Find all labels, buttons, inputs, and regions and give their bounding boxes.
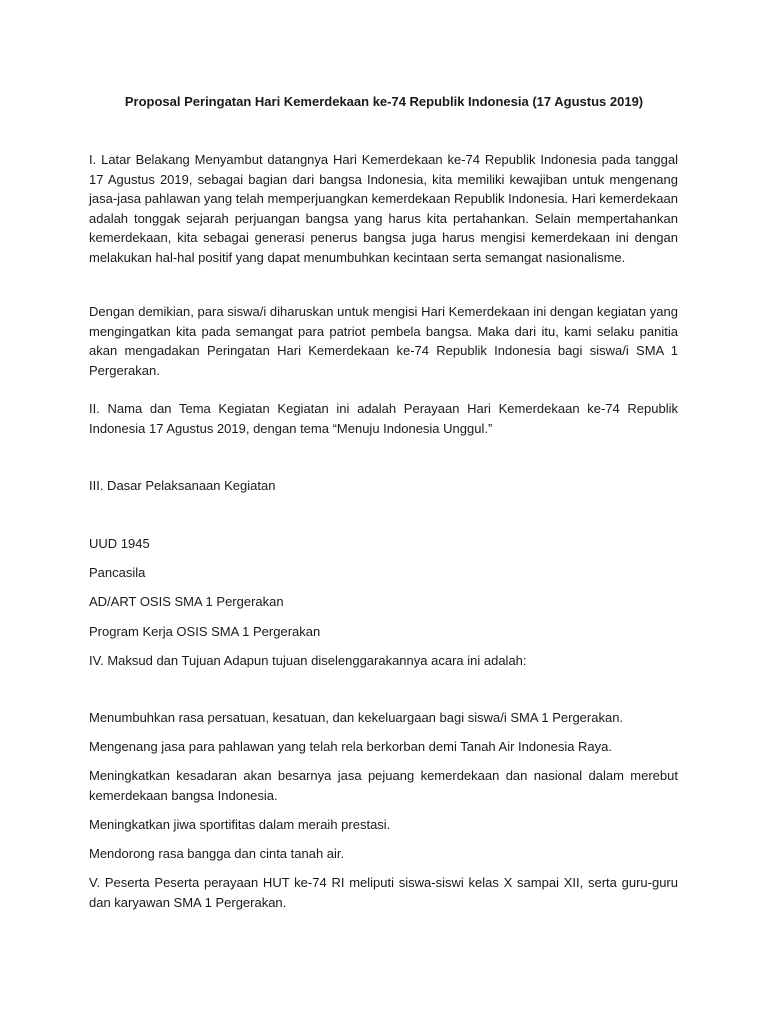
purpose-item: Mendorong rasa bangga dan cinta tanah air. [89, 846, 345, 861]
document-title: Proposal Peringatan Hari Kemerdekaan ke-74 Republik Indonesia (17 Agustus 2019) [124, 94, 644, 109]
background-paragraph-1: I. Latar Belakang Menyambut datangnya Hari Kemerdekaan ke-74 Republik Indonesia pada tanggal 17 Agustus 2019, sebagai bagian dari bangsa Indonesia, kita memiliki kewajiban untuk mengenang jasa-jasa pahlawan yang telah memperjuangkan kemerdekaan Republik Indonesia. Hari kemerdekaan adalah tonggak sejarah perjuangan bangsa yang harus kita pertahankan. Selain mempertahankan kemerdekaan, kita sebagai generasi penerus bangsa juga harus mengisi kemerdekaan ini dengan melakukan hal-hal positif yang dapat menumbuhkan kecintaan serta semangat nasionalisme. [89, 152, 678, 265]
basis-item: Pancasila [89, 565, 146, 580]
basis-heading: III. Dasar Pelaksanaan Kegiatan [89, 478, 276, 493]
purpose-item: Menumbuhkan rasa persatuan, kesatuan, dan kekeluargaan bagi siswa/i SMA 1 Pergerakan. [89, 710, 624, 725]
activity-name-paragraph: II. Nama dan Tema Kegiatan Kegiatan ini adalah Perayaan Hari Kemerdekaan ke-74 Republik Indonesia 17 Agustus 2019, dengan tema “Menuju Indonesia Unggul.” [89, 401, 678, 436]
purpose-item: Meningkatkan jiwa sportifitas dalam meraih prestasi. [89, 817, 391, 832]
background-paragraph-2: Dengan demikian, para siswa/i diharuskan untuk mengisi Hari Kemerdekaan ini dengan kegiatan yang mengingatkan kita pada semangat para patriot pembela bangsa. Maka dari itu, kami selaku panitia akan mengadakan Peringatan Hari Kemerdekaan ke-74 Republik Indonesia bagi siswa/i SMA 1 Pergerakan. [89, 304, 678, 378]
purpose-heading: IV. Maksud dan Tujuan Adapun tujuan diselenggarakannya acara ini adalah: [89, 653, 527, 668]
basis-item: UUD 1945 [89, 536, 150, 551]
purpose-item: Mengenang jasa para pahlawan yang telah rela berkorban demi Tanah Air Indonesia Raya. [89, 739, 613, 754]
basis-item: AD/ART OSIS SMA 1 Pergerakan [89, 594, 284, 609]
participants-paragraph: V. Peserta Peserta perayaan HUT ke-74 RI meliputi siswa-siswi kelas X sampai XII, serta guru-guru dan karyawan SMA 1 Pergerakan. [89, 875, 678, 910]
basis-item: Program Kerja OSIS SMA 1 Pergerakan [89, 624, 321, 639]
purpose-item: Meningkatkan kesadaran akan besarnya jasa pejuang kemerdekaan dan nasional dalam merebut kemerdekaan bangsa Indonesia. [89, 768, 678, 803]
